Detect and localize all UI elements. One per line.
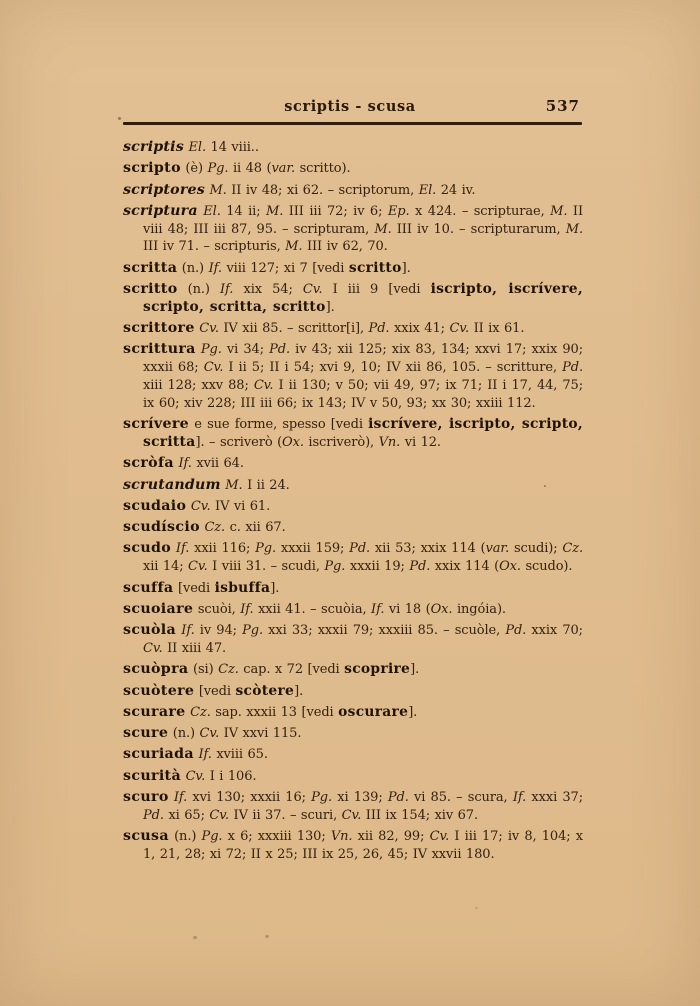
work-abbreviation: M. xyxy=(374,221,392,237)
work-abbreviation: Cv. xyxy=(188,559,208,575)
work-abbreviation: If. xyxy=(208,260,222,276)
cross-reference: iscrívere, iscripto, scripto, scritta xyxy=(143,416,583,450)
index-entry xyxy=(123,416,583,452)
work-abbreviation: If. xyxy=(512,790,527,805)
entry-headword: scrittura xyxy=(123,341,196,358)
entry-text: vi 12. xyxy=(400,434,441,450)
index-entry xyxy=(123,320,583,338)
entry-text: ]. xyxy=(408,704,418,720)
entry-headword: scuoiare xyxy=(123,600,194,617)
entry-headword: scriptura xyxy=(123,202,198,219)
index-entry xyxy=(123,498,583,516)
entry-text: II xiii 47. xyxy=(162,640,227,656)
work-abbreviation: If. xyxy=(198,747,212,763)
index-entry xyxy=(123,455,583,473)
entry-headword: scuro xyxy=(123,789,169,805)
work-abbreviation: El. xyxy=(203,203,221,219)
entry-headword: scripto xyxy=(123,160,181,177)
entry-headword: scritta xyxy=(123,259,178,276)
entry-text: xxix 114 ( xyxy=(430,559,500,575)
index-entry xyxy=(123,203,583,256)
entry-text: I ii 24. xyxy=(242,477,290,493)
cross-reference: scòtere xyxy=(235,682,295,699)
entry-text: IV vi 61. xyxy=(210,498,271,514)
entry-text: xxxi 37; xyxy=(526,790,583,805)
entry-text: 14 ii; xyxy=(220,203,266,219)
entry-text: c. xii 67. xyxy=(225,520,286,536)
cross-reference: scritto xyxy=(348,259,402,276)
work-abbreviation: Cv. xyxy=(185,768,206,784)
index-entry xyxy=(123,281,583,317)
entry-text: (è) xyxy=(180,161,208,177)
entry-headword: scurare xyxy=(123,703,186,720)
entry-text: (n.) xyxy=(177,282,221,298)
work-abbreviation: Cv. xyxy=(253,378,274,394)
entry-text: xi 65; xyxy=(163,807,210,823)
work-abbreviation: Pd. xyxy=(368,321,390,337)
entry-headword: scuriada xyxy=(123,746,194,763)
entry-text: ii 48 ( xyxy=(228,161,272,177)
cross-reference: oscurare xyxy=(338,703,409,720)
entry-text: III iii 72; iv 6; xyxy=(283,203,388,219)
entry-text: xix 54; xyxy=(233,282,303,298)
index-entry xyxy=(123,683,583,701)
entry-headword: scuòpra xyxy=(123,661,189,678)
entry-text: IV xii 85. – scrittor[i], xyxy=(218,321,369,337)
entry-headword: scure xyxy=(123,725,169,742)
entry-text: xvi 130; xxxii 16; xyxy=(187,790,312,805)
index-entry xyxy=(123,341,583,412)
work-abbreviation: El. xyxy=(418,182,437,198)
work-abbreviation: Cz. xyxy=(562,541,583,557)
index-entry xyxy=(123,746,583,764)
entry-text: scritto). xyxy=(295,161,351,177)
work-abbreviation: Pd. xyxy=(143,807,164,823)
index-entry xyxy=(123,789,583,825)
work-abbreviation: If. xyxy=(220,282,234,298)
entry-text: xviii 65. xyxy=(211,747,268,763)
entry-headword: scuffa xyxy=(123,579,174,596)
paper-speck xyxy=(475,907,478,909)
work-abbreviation: Cv. xyxy=(199,726,220,742)
work-abbreviation: Cv. xyxy=(199,321,219,337)
index-entry xyxy=(123,828,583,864)
work-abbreviation: M. xyxy=(209,182,227,198)
entry-text: xii 53; xxix 114 ( xyxy=(370,541,486,557)
entry-headword: scriptores xyxy=(123,181,205,198)
work-abbreviation: Pg. xyxy=(201,829,223,845)
work-abbreviation: Ox. xyxy=(430,601,453,617)
entry-text: 14 viii.. xyxy=(205,140,259,155)
entry-text: III iv 71. – scripturis, xyxy=(143,239,286,255)
entry-text: ingóia). xyxy=(452,601,506,617)
entry-text: scudo). xyxy=(520,559,573,575)
index-entry xyxy=(123,661,583,679)
entry-headword: scusa xyxy=(123,828,169,845)
entry-text: xxxii 159; xyxy=(276,541,350,557)
entry-text: ]. xyxy=(325,299,335,315)
index-entry xyxy=(123,601,583,619)
entry-text: II ix 61. xyxy=(469,321,525,337)
work-abbreviation: Cv. xyxy=(203,360,224,376)
work-abbreviation: M. xyxy=(265,203,284,219)
entry-text: I viii 31. – scudi, xyxy=(207,559,325,575)
index-entry xyxy=(123,260,583,278)
entry-headword: scròfa xyxy=(123,455,174,472)
entry-headword: scuòla xyxy=(123,622,177,639)
work-abbreviation: Cv. xyxy=(449,321,470,337)
entry-text: I ii 5; II i 54; xvi 9, 10; IV xii 86, 105. – scritture, xyxy=(223,360,563,376)
entry-text: I iii 9 [vedi xyxy=(322,282,431,298)
index-entry xyxy=(123,704,583,722)
entry-text: I iii 17; iv 8, 104; x 1, 21, 28; xi 72; II x 25; III ix 25, 26, 45; IV xxvii 180. xyxy=(143,829,583,862)
work-abbreviation: Pg. xyxy=(311,790,333,805)
work-abbreviation: Cv. xyxy=(302,282,323,298)
index-entry xyxy=(123,477,583,495)
entry-text: cap. x 72 [vedi xyxy=(238,662,345,678)
work-abbreviation: M. xyxy=(565,221,583,237)
entry-text: scudi); xyxy=(509,541,563,557)
work-abbreviation: Pd. xyxy=(409,559,431,575)
entry-text: [vedi xyxy=(173,580,215,596)
work-abbreviation: Cv. xyxy=(143,640,163,656)
entry-text: e sue forme, spesso [vedi xyxy=(189,417,369,433)
entry-headword: scudíscio xyxy=(123,519,200,536)
entry-headword: scurità xyxy=(123,767,182,784)
work-abbreviation: Ox. xyxy=(499,559,521,575)
page-number: 537 xyxy=(545,97,580,115)
entry-headword: scudaio xyxy=(123,497,187,514)
entry-text: 24 iv. xyxy=(436,182,476,198)
work-abbreviation: Ep. xyxy=(387,203,410,219)
index-entry xyxy=(123,182,583,200)
index-entry xyxy=(123,622,583,658)
entry-text: iv 94; xyxy=(194,623,243,639)
index-entry xyxy=(123,768,583,786)
work-abbreviation: Pd. xyxy=(387,790,409,805)
entry-text: (n.) xyxy=(177,260,209,276)
index-entry xyxy=(123,725,583,743)
entry-text: II iv 48; xi 62. – scriptorum, xyxy=(226,182,419,198)
entry-headword: scuòtere xyxy=(123,682,195,699)
entry-text: xxii 41. – scuòia, xyxy=(253,601,372,617)
entry-text: ]. xyxy=(401,260,411,276)
work-abbreviation: El. xyxy=(188,140,206,155)
entry-text: x 424. – scripturae, xyxy=(409,203,551,219)
entry-text: sap. xxxii 13 [vedi xyxy=(210,704,339,720)
entry-text: IV xxvi 115. xyxy=(219,726,302,742)
entry-headword: scriptis xyxy=(123,139,184,155)
entry-text: III iv 62, 70. xyxy=(302,239,388,255)
work-abbreviation: Vn. xyxy=(330,829,353,845)
work-abbreviation: If. xyxy=(371,601,385,617)
work-abbreviation: M. xyxy=(225,477,243,493)
work-abbreviation: Cv. xyxy=(429,829,450,845)
entry-text: ]. xyxy=(270,580,280,596)
entry-text: iv 43; xii 125; xix 83, 134; xxvi 17; xxix 90; xxxii 68; xyxy=(143,342,583,376)
entry-headword: scrutandum xyxy=(123,476,221,493)
entry-text: ]. xyxy=(294,683,304,699)
entry-text: III iv 10. – scripturarum, xyxy=(391,221,566,237)
work-abbreviation: Vn. xyxy=(378,434,401,450)
work-abbreviation: Pg. xyxy=(200,342,222,358)
entry-text: iscriverò), xyxy=(303,434,379,450)
entry-text: [vedi xyxy=(194,683,236,699)
entry-text: ]. xyxy=(410,662,420,678)
cross-reference: isbuffa xyxy=(214,579,271,596)
entry-text: I ii 130; v 50; vii 49, 97; ix 71; II i 17, 44, 75; ix 60; xiv 228; III iii 66; ix 143; IV v 50, 93; xx 30; xxiii 112. xyxy=(143,378,584,411)
entry-text: x 6; xxxiii 130; xyxy=(222,829,331,845)
index-entry xyxy=(123,540,583,576)
paper-speck xyxy=(118,117,121,120)
work-abbreviation: If. xyxy=(181,623,195,639)
entry-text: vi 85. – scura, xyxy=(408,790,513,805)
work-abbreviation: If. xyxy=(173,790,188,805)
entry-text: viii 127; xi 7 [vedi xyxy=(221,260,349,276)
work-abbreviation: If. xyxy=(240,601,254,617)
entry-text: (si) xyxy=(188,662,219,678)
entry-text: vi 34; xyxy=(221,342,270,358)
work-abbreviation: Pd. xyxy=(269,342,291,358)
work-abbreviation: Pg. xyxy=(242,623,263,639)
work-abbreviation: var. xyxy=(271,161,296,177)
index-entries xyxy=(123,139,583,867)
work-abbreviation: Pg. xyxy=(207,161,229,177)
work-abbreviation: If. xyxy=(175,541,190,557)
entry-text: III ix 154; xiv 67. xyxy=(361,807,479,823)
entry-text: I i 106. xyxy=(205,768,257,784)
entry-text: xxii 116; xyxy=(189,541,256,557)
entry-text: xii 14; xyxy=(143,559,189,575)
entry-text: (n.) xyxy=(168,726,200,742)
entry-text: ]. – scriverò ( xyxy=(195,434,283,450)
entry-text: xiii 128; xxv 88; xyxy=(143,378,254,394)
work-abbreviation: Cz. xyxy=(204,520,226,536)
entry-text: II viii 48; III iii 87, 95. – scripturam, xyxy=(143,203,583,237)
entry-text: xxix 41; xyxy=(389,321,450,337)
entry-text: xii 82, 99; xyxy=(352,829,430,845)
entry-text: xxxii 19; xyxy=(345,559,410,575)
work-abbreviation: M. xyxy=(285,239,303,255)
cross-reference: scoprire xyxy=(344,661,411,678)
work-abbreviation: Pd. xyxy=(505,623,527,639)
work-abbreviation: Pd. xyxy=(562,360,584,376)
work-abbreviation: Cv. xyxy=(209,807,230,823)
entry-text: (n.) xyxy=(168,829,202,845)
index-entry xyxy=(123,160,583,178)
work-abbreviation: M. xyxy=(550,203,568,219)
cross-reference: iscripto, iscrívere, scripto, scritta, scritto xyxy=(143,281,583,315)
work-abbreviation: Cz. xyxy=(218,662,239,678)
paper-speck xyxy=(265,935,269,938)
entry-text: xxi 33; xxxii 79; xxxiii 85. – scuòle, xyxy=(263,623,506,639)
work-abbreviation: Cz. xyxy=(190,704,211,720)
index-entry xyxy=(123,519,583,537)
entry-headword: scritto xyxy=(123,281,178,298)
index-entry xyxy=(123,580,583,598)
header-rule xyxy=(123,122,582,125)
paper-speck xyxy=(193,936,197,939)
entry-text: scuòi, xyxy=(193,601,241,617)
entry-text: xvii 64. xyxy=(191,456,244,472)
running-head: scriptis - scusa xyxy=(284,98,416,115)
entry-text: vi 18 ( xyxy=(384,601,431,617)
entry-text: IV ii 37. – scuri, xyxy=(229,807,342,823)
entry-text: xxix 70; xyxy=(526,623,583,639)
entry-headword: scrívere xyxy=(123,416,190,433)
work-abbreviation: Cv. xyxy=(341,807,362,823)
work-abbreviation: Cv. xyxy=(190,498,211,514)
entry-headword: scrittore xyxy=(123,320,195,337)
work-abbreviation: Ox. xyxy=(282,434,304,450)
work-abbreviation: Pg. xyxy=(255,541,277,557)
work-abbreviation: If. xyxy=(178,456,192,472)
work-abbreviation: Pd. xyxy=(349,541,371,557)
work-abbreviation: var. xyxy=(485,541,510,557)
paper-speck xyxy=(544,485,546,487)
index-entry xyxy=(123,139,583,157)
entry-headword: scudo xyxy=(123,540,172,557)
entry-text: xi 139; xyxy=(332,790,388,805)
work-abbreviation: Pg. xyxy=(324,559,346,575)
